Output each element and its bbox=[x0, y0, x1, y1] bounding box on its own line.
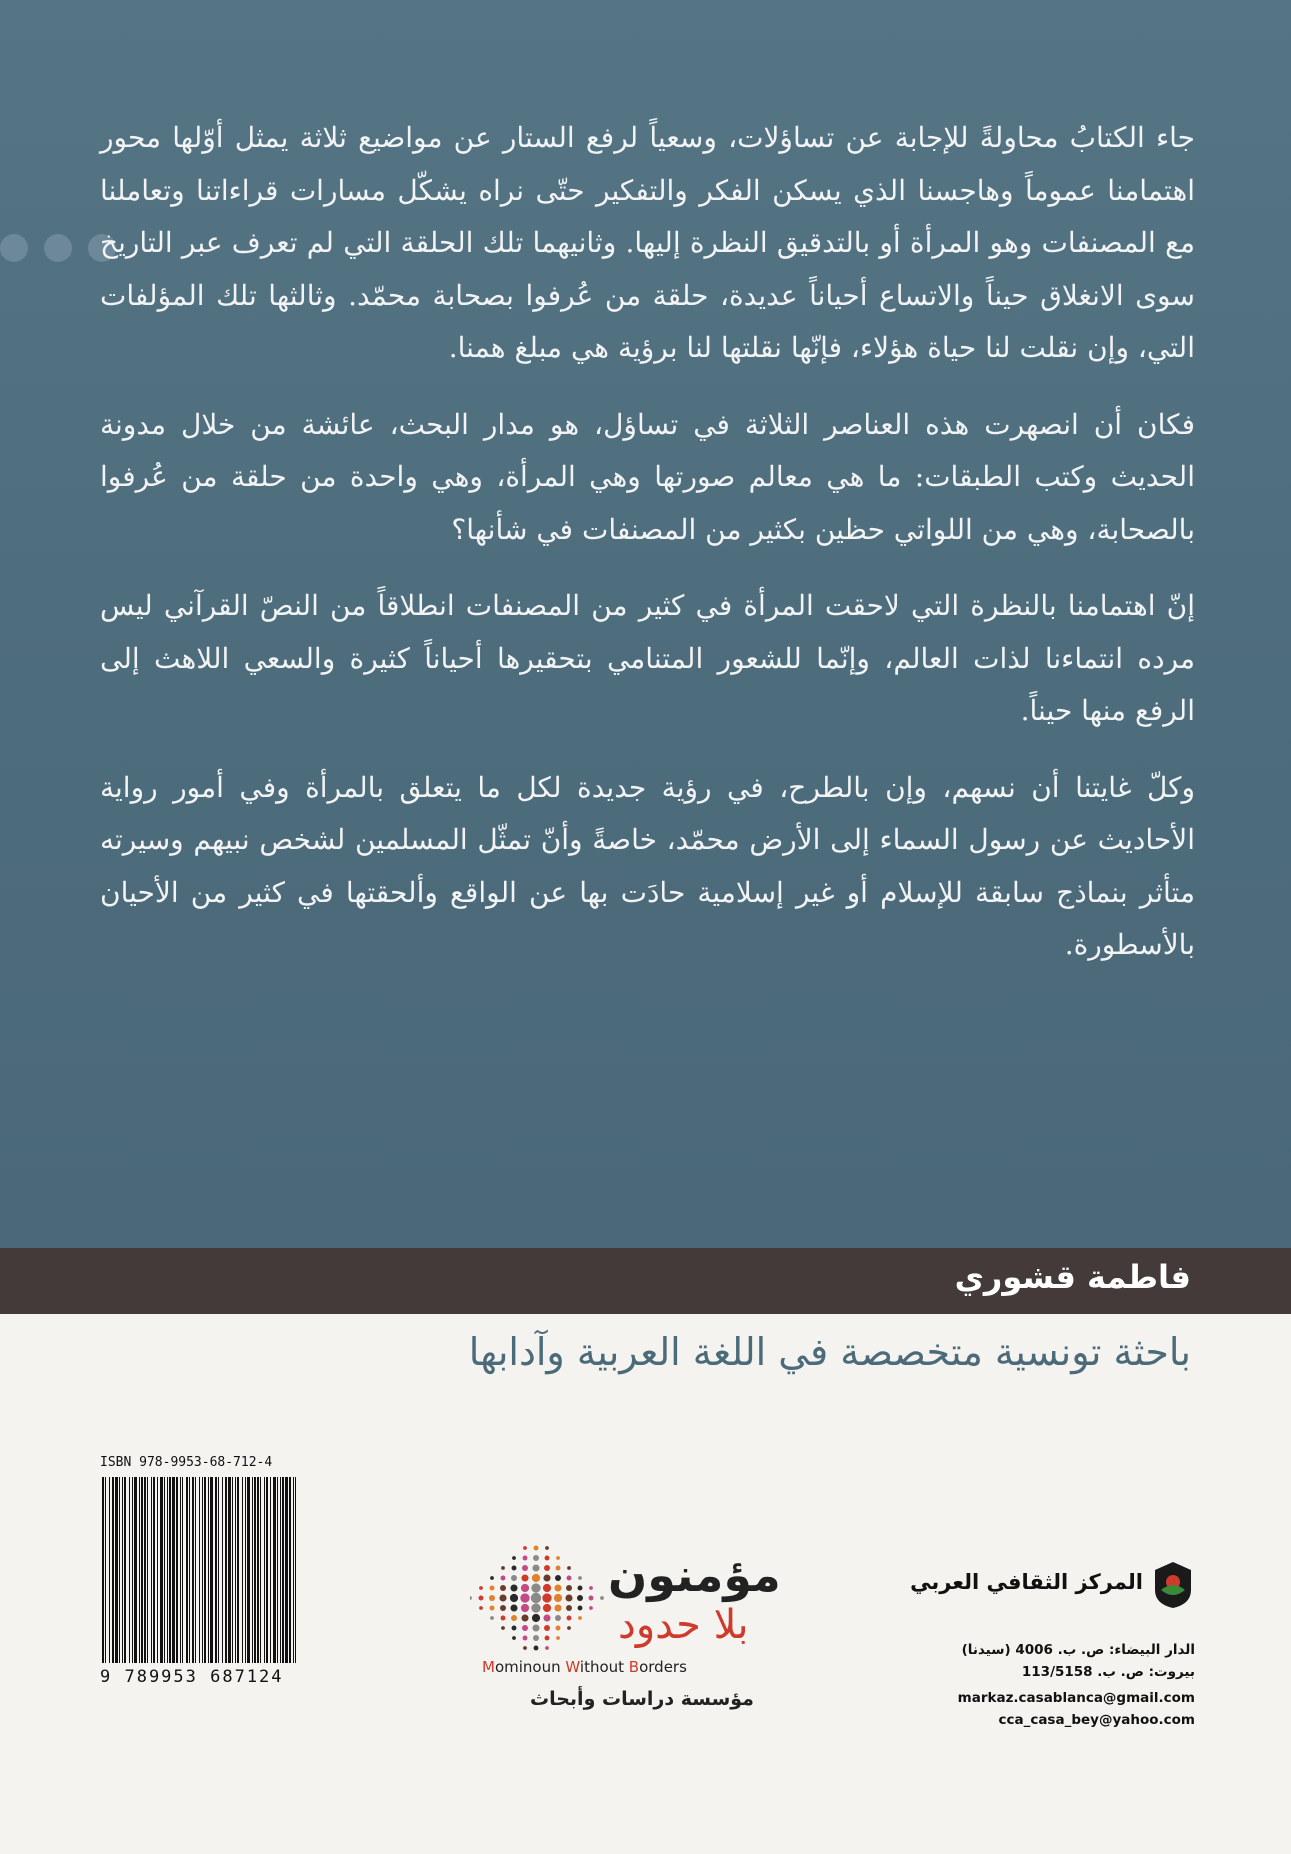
publisher-block bbox=[900, 1560, 1195, 1750]
author-bio: باحثة تونسية متخصصة في اللغة العربية وآدابها bbox=[468, 1330, 1191, 1374]
decorative-dot bbox=[0, 234, 28, 262]
barcode-icon bbox=[100, 1477, 300, 1665]
publisher-email-1[interactable]: markaz.casablanca@gmail.com bbox=[957, 1690, 1195, 1706]
author-name: فاطمة قشوري bbox=[954, 1258, 1191, 1296]
blurb-paragraph-1: جاء الكتابُ محاولةً للإجابة عن تساؤلات، وسعياً لرفع الستار عن مواضيع ثلاثة يمثل أوّلها محور اهتمامنا عموماً وهاجسنا الذي يسكن الفكر والتفكير حتّى نراه يشكّل مسارات قراءاتنا وتعاملنا مع المصنفات وهو المرأة أو بالتدقيق النظرة إليها. وثانيهما تلك الحلقة التي لم تعرف عبر التاريخ سوى الانغلاق حيناً والاتساع أحياناً عديدة، حلقة من عُرفوا بصحابة محمّد. وثالثها تلك المؤلفات التي، وإن نقلت لنا حياة هؤلاء، فإنّها نقلتها لنا برؤية هي مبلغ همنا. bbox=[100, 121, 1195, 364]
barcode-digits: 9 789953 687124 bbox=[100, 1667, 284, 1687]
blurb-paragraph-4: وكلّ غايتنا أن نسهم، وإن بالطرح، في رؤية جديدة لكل ما يتعلق بالمرأة وفي أمور رواية الأحاديث عن رسول السماء إلى الأرض محمّد، خاصةً وأنّ تمثّل المسلمين لشخص نبيهم وسيرته متأثر بنماذج سابقة للإسلام أو غير إسلامية حادَت بها عن الواقع وألحقتها في كثير من الأحيان بالأسطورة. bbox=[100, 770, 1195, 961]
decorative-dot bbox=[44, 234, 72, 262]
isbn-barcode bbox=[100, 1455, 300, 1685]
blurb-text bbox=[100, 112, 1195, 996]
mominoun-subtitle: مؤسسة دراسات وأبحاث bbox=[530, 1688, 754, 1710]
publisher-name: المركز الثقافي العربي bbox=[910, 1570, 1143, 1594]
mominoun-arabic-name: مؤمنون bbox=[608, 1548, 781, 1602]
mominoun-arabic-tagline: بلا حدود bbox=[618, 1602, 749, 1648]
mominoun-english-name: Mominoun Without Borders bbox=[482, 1658, 687, 1676]
publisher-address-beirut: بيروت: ص. ب. 113/5158 bbox=[1021, 1664, 1195, 1680]
publisher-logo-icon bbox=[1151, 1560, 1195, 1610]
publisher-address-casablanca: الدار البيضاء: ص. ب. 4006 (سيدنا) bbox=[961, 1642, 1195, 1658]
mosaic-dots-icon bbox=[470, 1540, 610, 1660]
blurb-paragraph-3: إنّ اهتمامنا بالنظرة التي لاحقت المرأة في كثير من المصنفات انطلاقاً من النصّ القرآني ليس مرده انتماءنا لذات العالم، وإنّما للشعور المتنامي بتحقيرها أحياناً كثيرة والسعي اللاهث إلى الرفع منها حيناً. bbox=[100, 589, 1195, 727]
author-band bbox=[0, 1248, 1291, 1314]
publisher-email-2[interactable]: cca_casa_bey@yahoo.com bbox=[998, 1712, 1195, 1728]
blurb-paragraph-2: فكان أن انصهرت هذه العناصر الثلاثة في تساؤل، هو مدار البحث، عائشة من خلال مدونة الحديث وكتب الطبقات: ما هي معالم صورتها وهي المرأة، وهي واحدة من حلقة من عُرفوا بالصحابة، وهي من اللواتي حظين بكثير من المصنفات في شأنها؟ bbox=[100, 407, 1195, 546]
mominoun-logo bbox=[470, 1540, 781, 1710]
isbn-label: ISBN 978-9953-68-712-4 bbox=[100, 1455, 273, 1470]
